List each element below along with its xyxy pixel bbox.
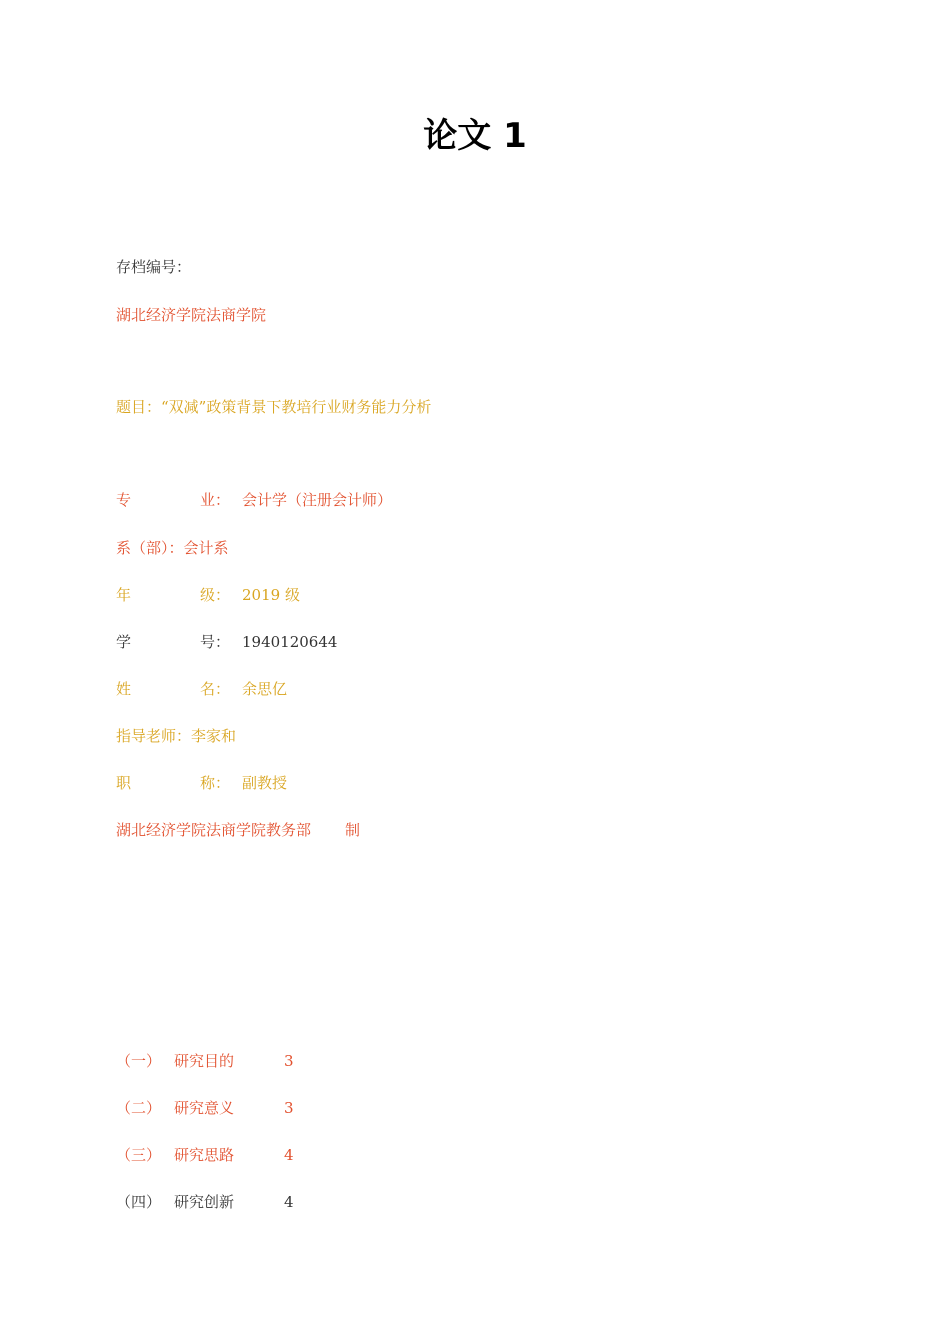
- footer-line: [116, 819, 360, 841]
- toc-item-number: （四）: [116, 1193, 162, 1211]
- archive-number-line: [116, 256, 191, 278]
- toc-item-number: （二）: [116, 1099, 162, 1117]
- grade-value: 2019 级: [242, 586, 300, 604]
- toc-item[interactable]: [116, 1144, 294, 1166]
- toc-item-page: 4: [284, 1146, 294, 1164]
- topic-value: “双减”政策背景下教培行业财务能力分析: [161, 398, 432, 416]
- title-rank-line: [116, 772, 287, 794]
- topic-label: 题目：: [116, 398, 162, 416]
- title-rank-label-b: 称：: [200, 774, 231, 792]
- major-line: [116, 489, 392, 511]
- advisor-label: 指导老师：: [116, 727, 192, 745]
- grade-label-b: 级：: [200, 586, 231, 604]
- toc-item[interactable]: [116, 1050, 294, 1072]
- document-title: 论文 1: [423, 116, 527, 156]
- school-name: 湖北经济学院法商学院: [116, 306, 267, 324]
- toc-item[interactable]: [116, 1097, 294, 1119]
- department-value: 会计系: [183, 539, 229, 557]
- student-id-value: 1940120644: [242, 633, 338, 651]
- topic-line: [116, 396, 431, 418]
- toc-item-title: 研究意义: [174, 1099, 235, 1117]
- toc-item-title: 研究创新: [174, 1193, 235, 1211]
- major-label-b: 业：: [200, 491, 231, 509]
- toc-item-number: （一）: [116, 1052, 162, 1070]
- student-id-line: [116, 631, 337, 653]
- advisor-line: [116, 725, 236, 747]
- toc-item-number: （三）: [116, 1146, 162, 1164]
- toc-item-page: 3: [284, 1052, 294, 1070]
- toc-item-page: 3: [284, 1099, 294, 1117]
- grade-line: [116, 584, 300, 606]
- footer-suffix: 制: [345, 821, 361, 839]
- student-id-label-a: 学: [116, 633, 132, 651]
- name-value: 余思亿: [242, 680, 288, 698]
- title-rank-value: 副教授: [242, 774, 288, 792]
- department-line: [116, 537, 229, 559]
- archive-number-label: 存档编号：: [116, 258, 192, 276]
- name-line: [116, 678, 287, 700]
- footer-org: 湖北经济学院法商学院教务部: [116, 821, 312, 839]
- advisor-value: 李家和: [191, 727, 237, 745]
- department-label: 系（部）：: [116, 539, 184, 557]
- name-label-a: 姓: [116, 680, 132, 698]
- student-id-label-b: 号：: [200, 633, 231, 651]
- title-rank-label-a: 职: [116, 774, 132, 792]
- major-label-a: 专: [116, 491, 132, 509]
- toc-item-page: 4: [284, 1193, 294, 1211]
- grade-label-a: 年: [116, 586, 132, 604]
- toc-item-title: 研究目的: [174, 1052, 235, 1070]
- major-value: 会计学（注册会计师）: [242, 491, 393, 509]
- toc-item[interactable]: [116, 1191, 294, 1213]
- toc-item-title: 研究思路: [174, 1146, 235, 1164]
- name-label-b: 名：: [200, 680, 231, 698]
